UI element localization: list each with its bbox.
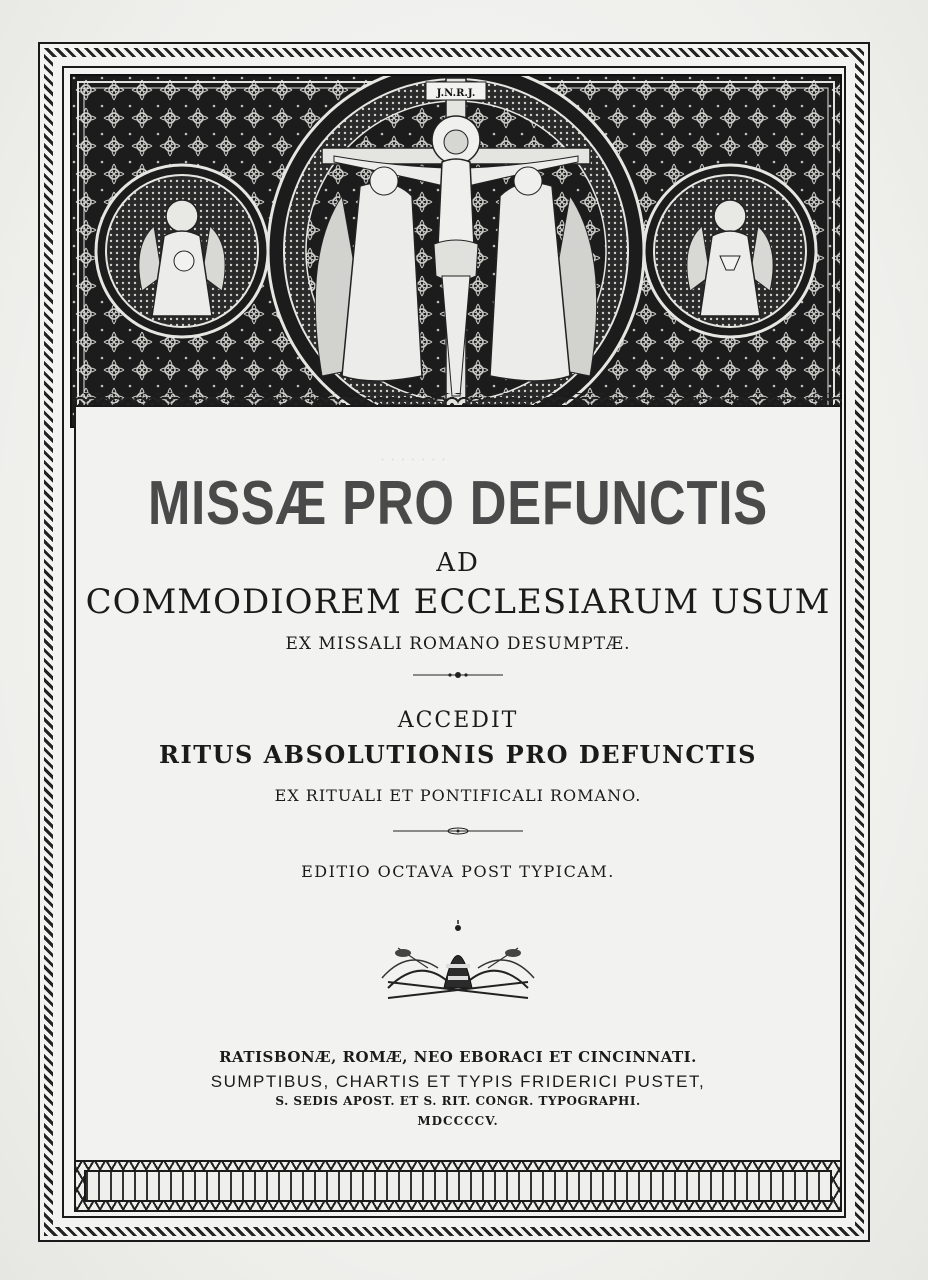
main-title: MISSÆ PRO DEFUNCTIS — [147, 469, 769, 538]
ornamental-rule — [74, 670, 842, 680]
ritus-source: EX RITUALI ET PONTIFICALI ROMANO. — [274, 786, 642, 805]
lace-trim — [74, 393, 842, 405]
imprint-year: MDCCCCV. — [417, 1114, 499, 1128]
imprint-cities: RATISBONÆ, ROMÆ, NEO EBORACI ET CINCINNATI. — [219, 1048, 697, 1066]
angel-medallion-left — [96, 165, 268, 337]
accedit-label: ACCEDIT — [397, 708, 519, 733]
crucifix-illustration — [268, 76, 644, 426]
subtitle-source: EX MISSALI ROMANO DESUMPTÆ. — [285, 634, 631, 654]
subtitle: COMMODIOREM ECCLESIARUM USUM — [85, 582, 831, 622]
inscription-text: J.N.R.J. — [436, 88, 476, 99]
angel-medallion-right — [644, 165, 816, 337]
imprint-printer: S. SEDIS APOST. ET S. RIT. CONGR. TYPOGRAPHI. — [275, 1094, 641, 1108]
ritus-title: RITUS ABSOLUTIONIS PRO DEFUNCTIS — [159, 740, 757, 769]
papal-tiara-emblem — [74, 918, 842, 1008]
ornamental-rule — [74, 826, 842, 836]
ornamental-footer-band — [74, 1160, 842, 1212]
edition-statement: EDITIO OCTAVA POST TYPICAM. — [301, 862, 615, 881]
imprint-publisher: SUMPTIBUS, CHARTIS ET TYPIS FRIDERICI PUSTET, — [210, 1072, 706, 1091]
title-ad: AD — [436, 548, 480, 578]
engraved-header-band — [70, 74, 842, 428]
